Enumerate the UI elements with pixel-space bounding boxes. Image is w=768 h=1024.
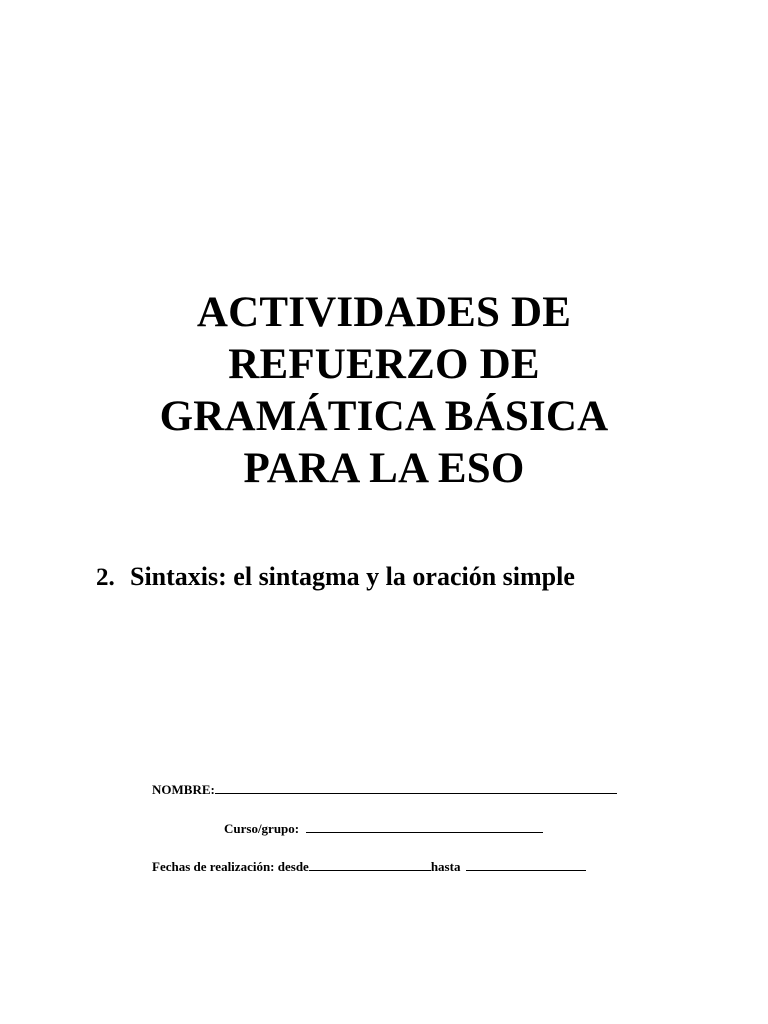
nombre-blank-line[interactable] — [215, 781, 617, 794]
curso-label: Curso/grupo: — [224, 821, 300, 836]
title-line-1: ACTIVIDADES DE — [196, 289, 572, 336]
fechas-desde-label: Fechas de realización: desde — [152, 859, 309, 874]
fecha-desde-blank-line[interactable] — [309, 858, 431, 871]
section-title: Sintaxis: el sintagma y la oración simple — [130, 562, 575, 591]
section-number: 2. — [96, 564, 115, 591]
curso-blank-line[interactable] — [306, 820, 543, 833]
title-line-2: REFUERZO DE — [228, 341, 540, 388]
curso-field — [224, 820, 543, 837]
section-heading — [96, 560, 575, 595]
title-line-3: GRAMÁTICA BÁSICA — [159, 393, 609, 440]
fechas-hasta-label: hasta — [430, 859, 461, 874]
fecha-hasta-blank-line[interactable] — [466, 858, 586, 871]
document-title — [0, 287, 768, 495]
title-line-4: PARA LA ESO — [243, 445, 525, 492]
nombre-field — [152, 781, 617, 798]
nombre-label: NOMBRE: — [152, 782, 215, 797]
fechas-field — [152, 858, 586, 875]
